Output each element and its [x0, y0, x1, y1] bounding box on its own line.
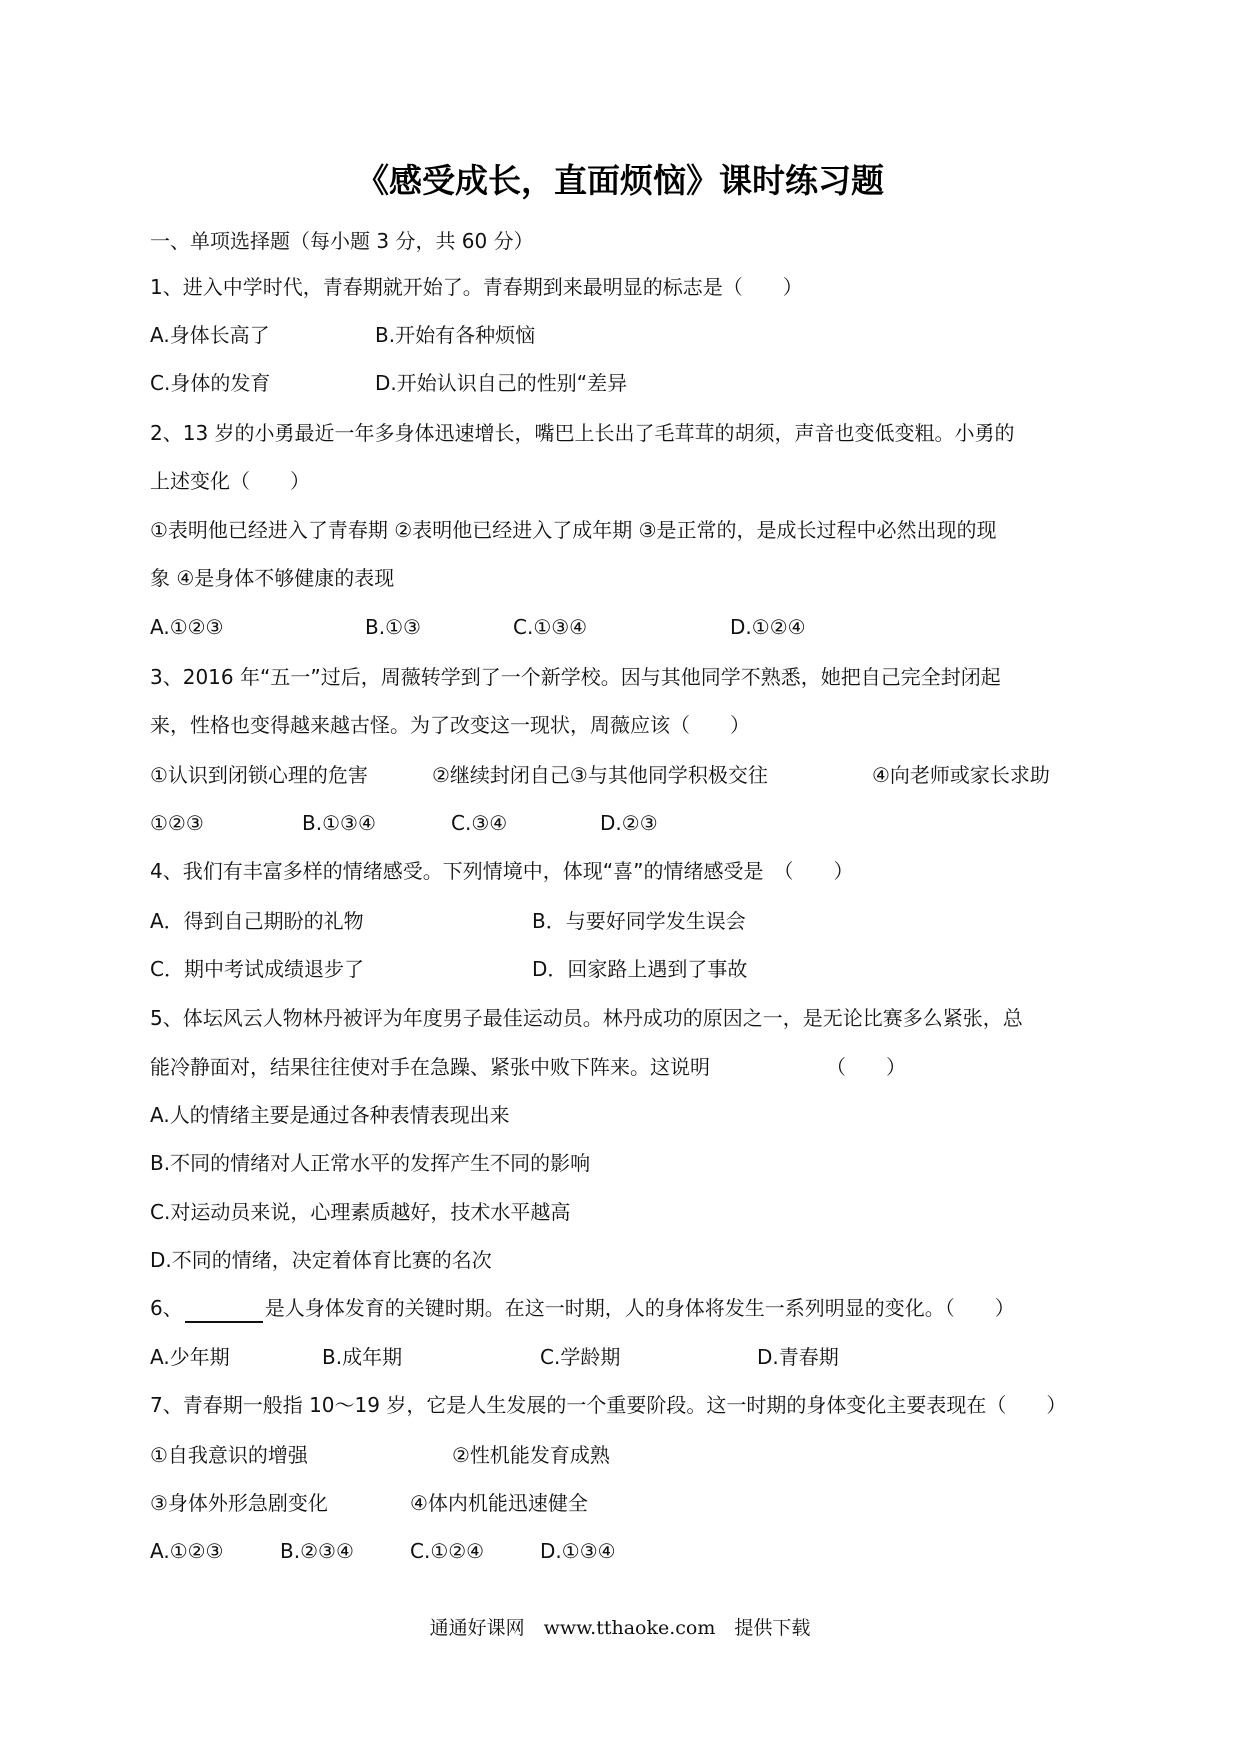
question-6-stem — [150, 1293, 1015, 1323]
q5-option-b: B.不同的情绪对人正常水平的发挥产生不同的影响 — [150, 1151, 591, 1175]
q6-option-a: A.少年期 — [150, 1345, 230, 1369]
page-title: 《感受成长，直面烦恼》课时练习题 — [356, 161, 884, 200]
q1-option-c: C.身体的发育 — [150, 371, 271, 395]
q1-option-a: A.身体长高了 — [150, 323, 270, 347]
q2-option-d: D.①②④ — [730, 615, 806, 639]
q5-answer-paren: （ ） — [826, 1055, 906, 1079]
q7-option-c: C.①②④ — [410, 1539, 485, 1563]
q2-option-a: A.①②③ — [150, 615, 224, 639]
q4-option-d: D．回家路上遇到了事故 — [532, 957, 748, 981]
q3-option-c: C.③④ — [451, 811, 508, 835]
question-1-stem: 1、进入中学时代，青春期就开始了。青春期到来最明显的标志是（ ） — [150, 275, 803, 299]
q6-stem-text: 是人身体发育的关键时期。在这一时期，人的身体将发生一系列明显的变化。（ ） — [264, 1296, 1015, 1320]
q3-item-4: ④向老师或家长求助 — [872, 763, 1050, 787]
q7-option-d: D.①③④ — [540, 1539, 616, 1563]
fill-in-blank — [185, 1299, 263, 1323]
q6-number: 6、 — [150, 1296, 183, 1320]
q2-option-c: C.①③④ — [513, 615, 588, 639]
q7-item-4: ④体内机能迅速健全 — [410, 1491, 588, 1515]
question-2-items-line-1: ①表明他已经进入了青春期 ②表明他已经进入了成年期 ③是正常的，是成长过程中必然出现的现 — [150, 518, 997, 542]
question-5-stem-line-2: 能冷静面对，结果往往使对手在急躁、紧张中败下阵来。这说明 — [150, 1055, 710, 1079]
q4-option-a: A．得到自己期盼的礼物 — [150, 909, 364, 933]
q4-option-b: B．与要好同学发生误会 — [532, 909, 746, 933]
question-3-stem-line-2: 来，性格也变得越来越古怪。为了改变这一现状，周薇应该（ ） — [150, 713, 750, 737]
q7-item-2: ②性机能发育成熟 — [452, 1443, 610, 1467]
q3-item-1: ①认识到闭锁心理的危害 — [150, 763, 368, 787]
q3-option-b: B.①③④ — [302, 811, 376, 835]
question-3-stem-line-1: 3、2016 年“五一”过后，周薇转学到了一个新学校。因与其他同学不熟悉，她把自己完全封闭起 — [150, 665, 1001, 689]
q6-option-c: C.学龄期 — [540, 1345, 621, 1369]
q1-option-d: D.开始认识自己的性别“差异 — [375, 371, 628, 395]
q5-option-c: C.对运动员来说，心理素质越好，技术水平越高 — [150, 1200, 571, 1224]
q1-option-b: B.开始有各种烦恼 — [375, 323, 536, 347]
question-7-stem: 7、青春期一般指 10～19 岁，它是人生发展的一个重要阶段。这一时期的身体变化主要表现在（ ） — [150, 1393, 1067, 1417]
q6-option-b: B.成年期 — [322, 1345, 403, 1369]
question-5-stem-line-1: 5、体坛风云人物林丹被评为年度男子最佳运动员。林丹成功的原因之一，是无论比赛多么紧张，总 — [150, 1006, 1023, 1030]
q5-option-a: A.人的情绪主要是通过各种表情表现出来 — [150, 1103, 510, 1127]
q2-option-b: B.①③ — [365, 615, 421, 639]
footer-source: 通通好课网 www.tthaoke.com 提供下载 — [429, 1617, 811, 1639]
q4-option-c: C．期中考试成绩退步了 — [150, 957, 364, 981]
q7-item-3: ③身体外形急剧变化 — [150, 1491, 328, 1515]
q7-item-1: ①自我意识的增强 — [150, 1443, 308, 1467]
q7-option-b: B.②③④ — [280, 1539, 354, 1563]
section-heading: 一、单项选择题（每小题 3 分，共 60 分） — [150, 229, 534, 253]
q5-option-d: D.不同的情绪，决定着体育比赛的名次 — [150, 1248, 492, 1272]
q3-item-2-3: ②继续封闭自己③与其他同学积极交往 — [432, 763, 768, 787]
q3-option-d: D.②③ — [600, 811, 658, 835]
q3-option-a: ①②③ — [150, 811, 204, 835]
q6-option-d: D.青春期 — [757, 1345, 839, 1369]
question-4-stem: 4、我们有丰富多样的情绪感受。下列情境中，体现“喜”的情绪感受是 （ ） — [150, 859, 854, 883]
question-2-items-line-2: 象 ④是身体不够健康的表现 — [150, 566, 395, 590]
question-2-stem-line-1: 2、13 岁的小勇最近一年多身体迅速增长，嘴巴上长出了毛茸茸的胡须，声音也变低变粗。小勇的 — [150, 421, 1015, 445]
q7-option-a: A.①②③ — [150, 1539, 224, 1563]
question-2-stem-line-2: 上述变化（ ） — [150, 469, 310, 493]
